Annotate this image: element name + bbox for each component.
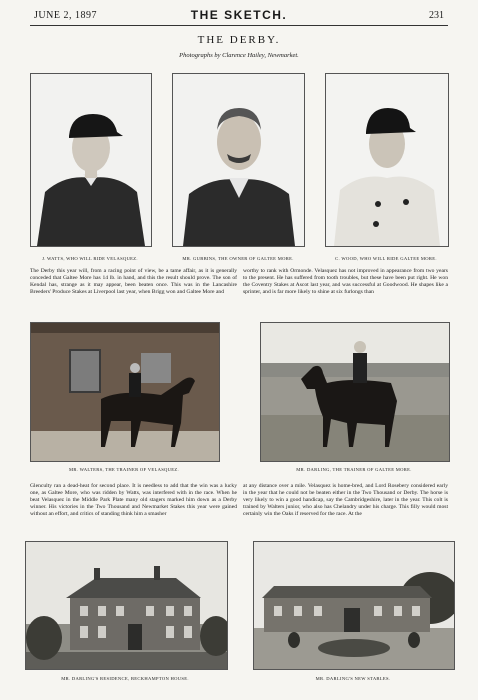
caption-beckhampton-house: MR. DARLING'S RESIDENCE, BECKHAMPTON HOUSE. [61,676,189,681]
owner-portrait-image [173,74,304,246]
jockey-portrait-image [31,74,151,246]
photo-darling-horse [260,322,450,462]
header-rule [30,25,448,26]
caption-darling: MR. DARLING, THE TRAINER OF GALTEE MORE. [296,467,412,472]
residence-image [26,542,227,669]
issue-date: JUNE 2, 1897 [34,10,97,21]
photo-new-stables [253,541,455,670]
jockey-portrait-image [326,74,448,246]
portrait-watts [30,73,152,247]
article-text-col1-para1: The Derby this year will, from a racing point of view, be a tame affair, as it is generally conceded that Galtee More has 14 lb. in hand, and this the result should prove. The son of Kendal has, strange as it may appear, been beaten once. This was in the Lancashire Breeders' Produce Stakes at Liverpool last year, when Brigg won and Galtee More and [30,268,237,296]
caption-portrait-gubbins: MR. GUBBINS, THE OWNER OF GALTEE MORE. [182,256,294,261]
article-text-col2-para1: worthy to rank with Ormonde. Velasquez has not improved in appearance from two years to the present. He has suffered from tooth troubles, but these have been put right. He won the Coventry Stakes at Ascot last year, and was successful at Goodwood. He shapes like a sprinter, and is far more likely to shine at six furlongs than [243,268,448,296]
trainer-horse-image [31,323,219,461]
stables-image [254,542,454,669]
caption-new-stables: MR. DARLING'S NEW STABLES. [315,676,391,681]
article-title: THE DERBY. [197,34,281,46]
caption-portrait-wood: C. WOOD, WHO WILL RIDE GALTEE MORE. [335,256,437,261]
article-text-col1-para2: Glenculty ran a dead-heat for second place. It is needless to add that the win was a lucky one, as Galtee More, who was ridden by Watts, was interfered with in the race. When he beat Velasquez in the Middle Park Plate many old stagers marked him down as a Derby winner. His victories in the Two Thousand and Newmarket Stakes this year were gained without an effort, and critics of standing think him a smasher [30,483,237,518]
portrait-wood [325,73,449,247]
magazine-title: THE SKETCH. [190,8,288,22]
portrait-gubbins [172,73,305,247]
photo-walters-horse [30,322,220,462]
caption-walters: MR. WALTERS, THE TRAINER OF VELASQUEZ. [69,467,179,472]
caption-portrait-watts: J. WATTS, WHO WILL RIDE VELASQUEZ. [42,256,138,261]
photo-beckhampton-house [25,541,228,670]
page-number: 231 [429,10,444,21]
photo-credit: Photographs by Clarence Hailey, Newmarket. [179,52,299,59]
article-text-col2-para2: at any distance over a mile. Velasquez is home-bred, and Lord Rosebery considered early in the year that he could not be beaten either in the Two Thousand or Derby. The horse is very likely to win a good handicap, say the Cambridgeshire, later in the year. This colt is trained by Walters junior, who also has Chelandry under his charge. This filly would most certainly win the Oaks if reserved for the race. At the [243,483,448,518]
trainer-horse-image [261,323,449,461]
